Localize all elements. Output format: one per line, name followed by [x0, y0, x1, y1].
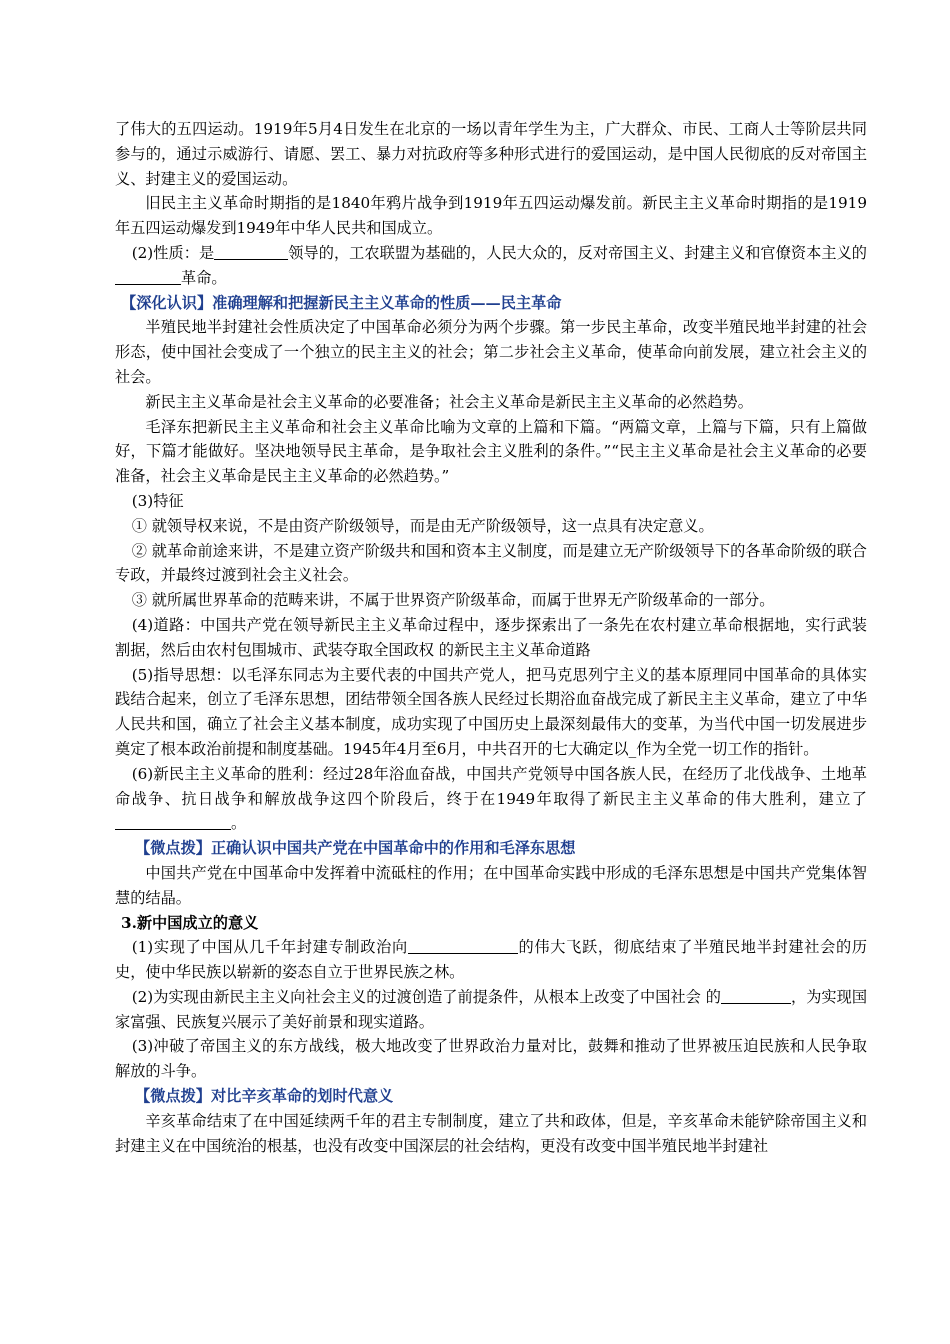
sig2-text-1: (2)为实现由新民主主义向社会主义的过渡创造了前提条件，从根本上改变了中国社会 的 — [131, 987, 721, 1006]
fill-blank — [214, 243, 288, 260]
fill-blank — [721, 987, 791, 1004]
paragraph-feature-2: ② 就革命前途来讲，不是建立资产阶级共和国和资本主义制度，而是建立无产阶级领导下的各革命阶级的联合专政，并最终过渡到社会主义社会。 — [115, 541, 867, 585]
paragraph-significance-1 — [115, 935, 867, 985]
nature-text-2: 领导的，工农联盟为基础的，人民大众的，反对帝国主义、封建主义和官僚资本主义的 — [288, 243, 867, 262]
heading-tip-xinhai: 【微点拨】对比辛亥革命的划时代意义 — [135, 1087, 394, 1106]
paragraph-road: (4)道路：中国共产党在领导新民主主义革命过程中，逐步探索出了一条先在农村建立革命根据地，实行武装割据，然后由农村包围城市、武装夺取全国政权 的新民主主义革命道路 — [115, 615, 867, 659]
sig1-text-1: (1)实现了中国从几千年封建专制政治向 — [131, 938, 408, 957]
fill-blank — [115, 268, 181, 285]
sig2-text-2: ，为实现国家富强、民族复兴展示了美好前景和现实道路。 — [115, 987, 868, 1031]
paragraph-significance-2 — [115, 985, 867, 1035]
paragraph-feature-1: ① 就领导权来说，不是由资产阶级领导，而是由无产阶级领导，这一点具有决定意义。 — [131, 516, 714, 535]
victory-text: (6)新民主主义革命的胜利：经过28年浴血奋战，中国共产党领导中国各族人民，在经历了北伐战争、土地革命战争、抗日战争和解放战争这四个阶段后，终于在1949年取得了新民主主义革命的伟大胜利，建立了 — [115, 764, 867, 808]
paragraph-periods: 旧民主主义革命时期指的是1840年鸦片战争到1919年五四运动爆发前。新民主主义革命时期指的是1919年五四运动爆发到1949年中华人民共和国成立。 — [115, 194, 867, 238]
section-title-significance: 3.新中国成立的意义 — [121, 913, 259, 932]
paragraph-victory — [115, 762, 867, 836]
heading-tip-party-role: 【微点拨】正确认识中国共产党在中国革命中的作用和毛泽东思想 — [135, 839, 576, 858]
paragraph-two-steps: 半殖民地半封建社会性质决定了中国革命必须分为两个步骤。第一步民主革命，改变半殖民地半封建的社会形态，使中国社会变成了一个独立的民主主义的社会；第二步社会主义革命，使革命向前发展，建立社会主义的社会。 — [115, 318, 867, 386]
paragraph-significance-3: (3)冲破了帝国主义的东方战线，极大地改变了世界政治力量对比，鼓舞和推动了世界被压迫民族和人民争取解放的斗争。 — [115, 1037, 867, 1081]
paragraph-two-articles: 毛泽东把新民主主义革命和社会主义革命比喻为文章的上篇和下篇。“两篇文章，上篇与下篇，只有上篇做好，下篇才能做好。坚决地领导民主革命，是争取社会主义胜利的条件。”“民主主义革命是社会主义革命的必要准备，社会主义革命是民主主义革命的必然趋势。” — [115, 417, 867, 486]
paragraph-party-role: 中国共产党在中国革命中发挥着中流砥柱的作用；在中国革命实践中形成的毛泽东思想是中国共产党集体智慧的结晶。 — [115, 863, 867, 907]
fill-blank — [408, 937, 518, 954]
nature-text-3: 革命。 — [181, 268, 227, 287]
paragraph-guiding-thought: (5)指导思想：以毛泽东同志为主要代表的中国共产党人，把马克思列宁主义的基本原理同中国革命的具体实践结合起来，创立了毛泽东思想，团结带领全国各族人民经过长期浴血奋战完成了新民主主义革命，建立了中华人民共和国，确立了社会主义基本制度，成功实现了中国历史上最深刻最伟大的变革，为当代中国一切发展进步奠定了根本政治前提和制度基础。1945年4月至6月，中共召开的七大确定以_作为全党一切工作的指针。 — [115, 665, 867, 758]
sig1-text-2: 的伟大飞跃，彻底结束了半殖民地半封建社会的历史，使中华民族以崭新的姿态自立于世界民族之林。 — [115, 938, 868, 982]
document-page — [115, 117, 867, 1158]
nature-text-1: (2)性质：是 — [131, 243, 215, 262]
paragraph-features-title: (3)特征 — [131, 491, 184, 510]
paragraph-may-fourth: 了伟大的五四运动。1919年5月4日发生在北京的一场以青年学生为主，广大群众、市民、工商人士等阶层共同参与的，通过示威游行、请愿、罢工、暴力对抗政府等多种形式进行的爱国运动，是中国人民彻底的反对帝国主义、封建主义的爱国运动。 — [115, 120, 867, 188]
paragraph-feature-3: ③ 就所属世界革命的范畴来讲，不属于世界资产阶级革命，而属于世界无产阶级革命的一部分。 — [131, 591, 775, 610]
victory-end: 。 — [231, 814, 247, 833]
heading-deepen-understanding: 【深化认识】准确理解和把握新民主主义革命的性质——民主革命 — [121, 293, 562, 312]
fill-blank — [115, 813, 231, 830]
paragraph-nature — [115, 241, 867, 291]
paragraph-xinhai: 辛亥革命结束了在中国延续两千年的君主专制制度，建立了共和政体，但是，辛亥革命未能铲除帝国主义和封建主义在中国统治的根基，也没有改变中国深层的社会结构，更没有改变中国半殖民地半封建社 — [115, 1111, 867, 1155]
paragraph-relation: 新民主主义革命是社会主义革命的必要准备；社会主义革命是新民主主义革命的必然趋势。 — [145, 392, 753, 411]
